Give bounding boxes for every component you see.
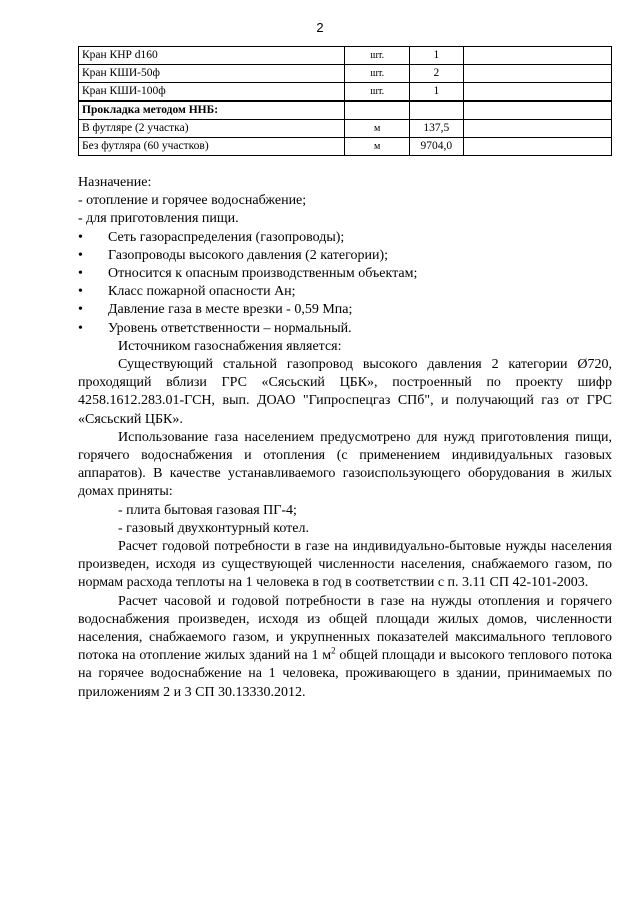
- list-item: [78, 265, 612, 283]
- item-qty: 1: [409, 47, 463, 65]
- specification-table: [78, 46, 612, 156]
- equipment-item: - газовый двухконтурный котел.: [118, 520, 309, 536]
- item-name: Кран КШИ-100ф: [79, 83, 345, 102]
- source-title: Источником газоснабжения является:: [118, 338, 342, 354]
- paragraph: Использование газа населением предусмотрено для нужд приготовления пищи, горячего водоснабжения и отопления (с применением индивидуальных газовых аппаратов). В качестве устанавливаемого газоиспользующего оборудования в жилых домах приняты:: [78, 429, 612, 500]
- superscript: 2: [331, 645, 336, 656]
- list-item: [78, 283, 612, 301]
- item-note: [463, 120, 611, 138]
- table-row: [79, 120, 612, 138]
- item-unit: шт.: [345, 65, 409, 83]
- bullet-text: Давление газа в месте врезки - 0,59 Мпа;: [108, 302, 353, 318]
- item-note: [463, 138, 611, 156]
- item-unit: м: [345, 138, 409, 156]
- bullet-text: Сеть газораспределения (газопроводы);: [108, 229, 345, 245]
- document-body: [78, 174, 612, 702]
- bullet-icon: •: [78, 284, 83, 300]
- item-unit: шт.: [345, 47, 409, 65]
- item-name: Кран КШИ-50ф: [79, 65, 345, 83]
- item-note: [463, 65, 611, 83]
- list-item: [78, 320, 612, 338]
- item-qty: 2: [409, 65, 463, 83]
- item-unit: м: [345, 120, 409, 138]
- paragraph: [78, 593, 612, 702]
- purpose-item: - отопление и горячее водоснабжение;: [78, 193, 307, 209]
- equipment-item: - плита бытовая газовая ПГ-4;: [118, 502, 297, 518]
- item-name: В футляре (2 участка): [79, 120, 345, 138]
- paragraph: Существующий стальной газопровод высокого давления 2 категории Ø720, проходящий вблизи ГРС «Сясьский ЦБК», построенный по проекту шифр 4258.1612.283.01-ГСН, вып. ДОАО "Гипроспецгаз СПб", и получающий газ от ГРС «Сясьский ЦБК».: [78, 357, 612, 427]
- list-item: [78, 247, 612, 265]
- bullet-text: Относится к опасным производственным объектам;: [108, 266, 418, 282]
- list-item: [78, 229, 612, 247]
- bullet-icon: •: [78, 302, 83, 318]
- item-qty: 137,5: [409, 120, 463, 138]
- table-row: [79, 65, 612, 83]
- page-number: 2: [316, 20, 324, 35]
- bullet-icon: •: [78, 229, 83, 245]
- bullet-icon: •: [78, 266, 83, 282]
- table-row: [79, 83, 612, 102]
- item-qty: 9704,0: [409, 138, 463, 156]
- table-row: [79, 47, 612, 65]
- item-note: [463, 47, 611, 65]
- bullet-icon: •: [78, 247, 83, 263]
- bullet-text: Класс пожарной опасности Ан;: [108, 284, 296, 300]
- table-group-header-row: [79, 101, 612, 120]
- item-note: [463, 83, 611, 102]
- bullet-text: Газопроводы высокого давления (2 категории);: [108, 247, 389, 263]
- purpose-title: Назначение:: [78, 175, 152, 190]
- group-title: Прокладка методом ННБ:: [79, 101, 345, 120]
- purpose-item: - для приготовления пищи.: [78, 211, 239, 227]
- paragraph: Расчет годовой потребности в газе на индивидуально-бытовые нужды населения произведен, исходя из существующей численности населения, снабжаемого газом, по нормам расхода теплоты на 1 человека в год в соответствии с п. 3.11 СП 42-101-2003.: [78, 539, 612, 591]
- table-row: [79, 138, 612, 156]
- item-name: Кран КНР d160: [79, 47, 345, 65]
- paragraph-part: Расчет часовой и годовой потребности в газе на нужды отопления и горячего водоснабжения произведен, исходя из общей площади жилых домов, численности населения, снабжаемого газом, и укрупненных показателей максимального теплового потока на отопление жилых зданий на 1 м: [78, 593, 612, 664]
- paragraph-part: общей площади и высокого теплового потока на горячее водоснабжение на 1 человека, проживающего в здании, принимаемых по приложениям 2 и 3 СП 30.13330.2012.: [78, 648, 612, 700]
- item-unit: шт.: [345, 83, 409, 102]
- item-qty: 1: [409, 83, 463, 102]
- bullet-text: Уровень ответственности – нормальный.: [108, 320, 352, 336]
- item-name: Без футляра (60 участков): [79, 138, 345, 156]
- list-item: [78, 301, 612, 319]
- bullet-icon: •: [78, 320, 83, 336]
